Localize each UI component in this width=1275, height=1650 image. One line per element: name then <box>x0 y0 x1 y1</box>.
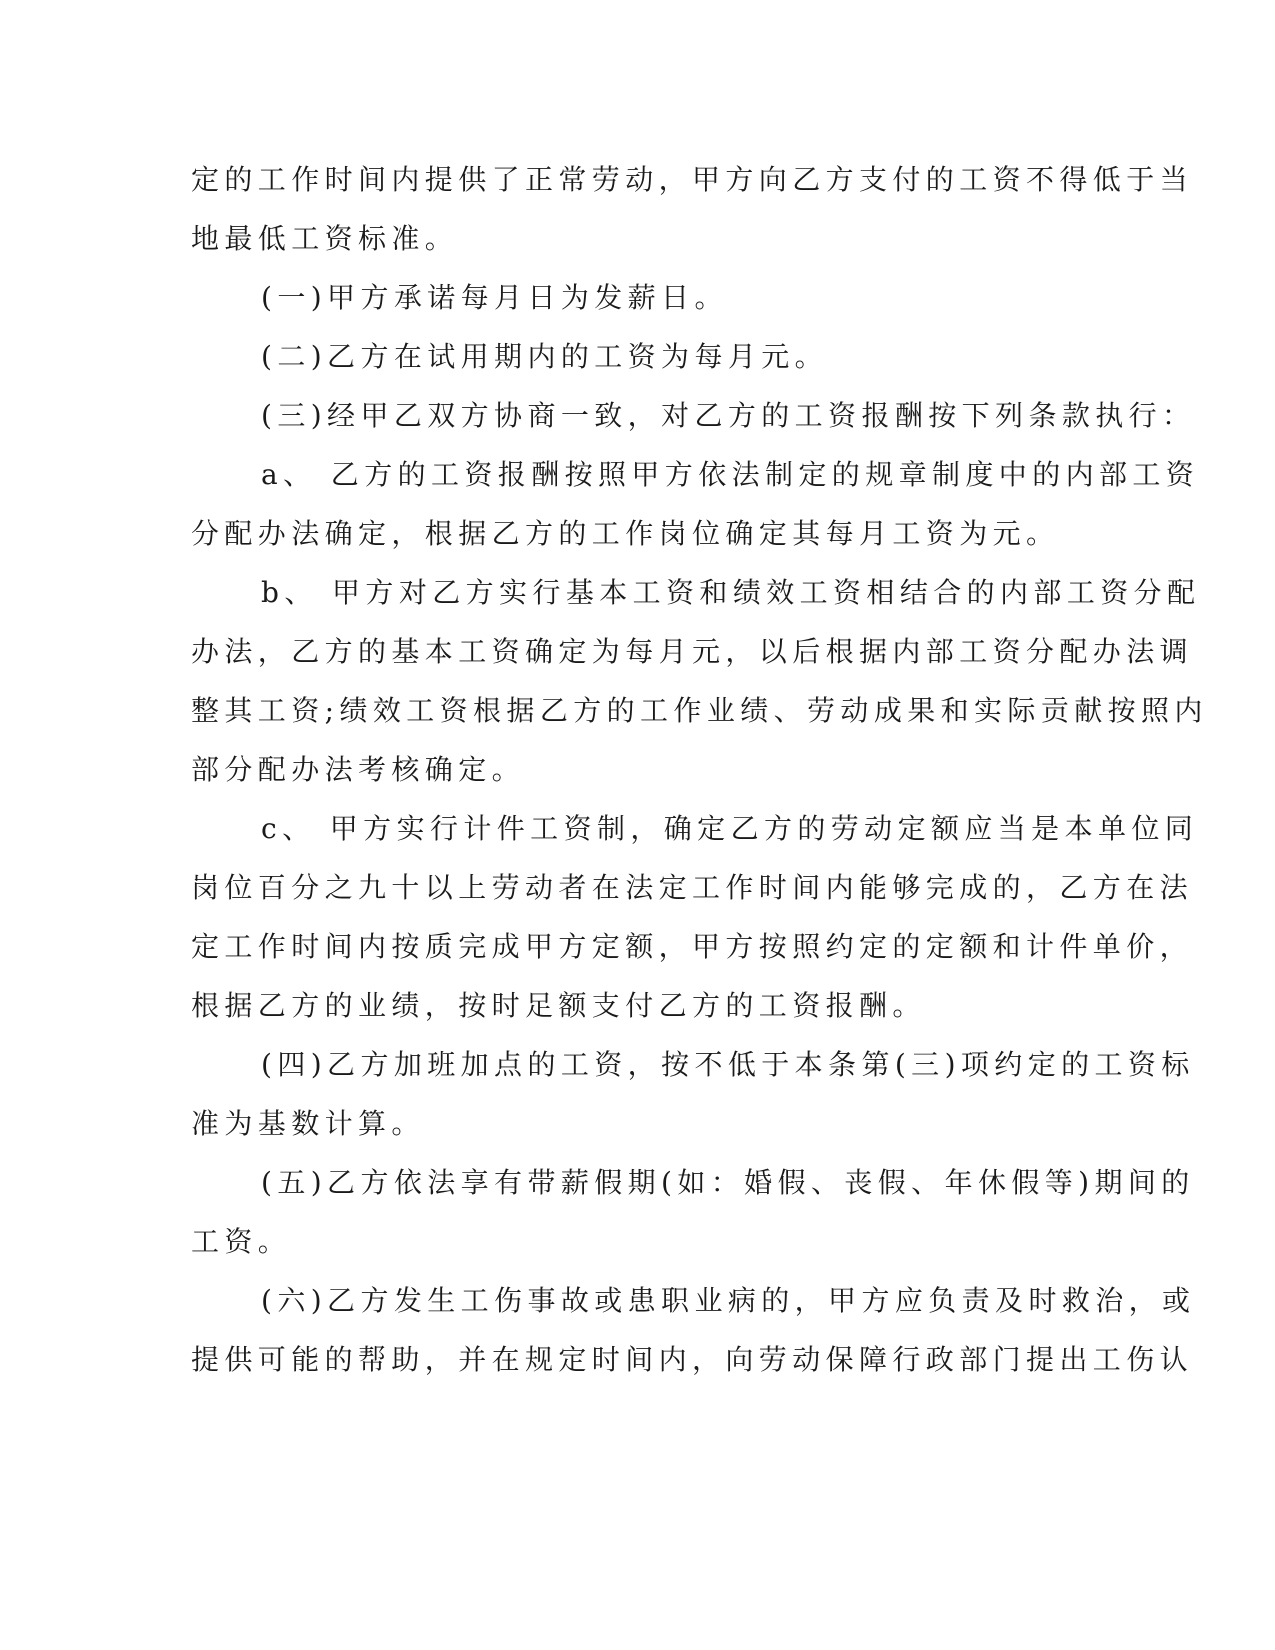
text-line: 办法，乙方的基本工资确定为每月元，以后根据内部工资分配办法调 <box>191 635 1194 668</box>
text-line: 提供可能的帮助，并在规定时间内，向劳动保障行政部门提出工伤认 <box>191 1343 1194 1376</box>
clause-2: (二)乙方在试用期内的工资为每月元。 <box>261 340 829 373</box>
text-line: 地最低工资标准。 <box>191 222 459 255</box>
sub-clause-a: a、 乙方的工资报酬按照甲方依法制定的规章制度中的内部工资 <box>261 458 1200 491</box>
text-line: 定的工作时间内提供了正常劳动，甲方向乙方支付的工资不得低于当 <box>191 163 1194 196</box>
text-line: 根据乙方的业绩，按时足额支付乙方的工资报酬。 <box>191 989 926 1022</box>
text-line: 准为基数计算。 <box>191 1107 425 1140</box>
text-line: 定工作时间内按质完成甲方定额，甲方按照约定的定额和计件单价， <box>191 930 1194 963</box>
sub-clause-b: b、 甲方对乙方实行基本工资和绩效工资相结合的内部工资分配 <box>261 576 1201 609</box>
clause-5: (五)乙方依法享有带薪假期(如：婚假、丧假、年休假等)期间的 <box>261 1166 1195 1199</box>
clause-4: (四)乙方加班加点的工资，按不低于本条第(三)项约定的工资标 <box>261 1048 1195 1081</box>
clause-6: (六)乙方发生工伤事故或患职业病的，甲方应负责及时救治，或 <box>261 1284 1196 1317</box>
sub-clause-c: c、 甲方实行计件工资制，确定乙方的劳动定额应当是本单位同 <box>261 812 1199 845</box>
text-line: 整其工资;绩效工资根据乙方的工作业绩、劳动成果和实际贡献按照内 <box>191 694 1208 727</box>
text-line: 分配办法确定，根据乙方的工作岗位确定其每月工资为元。 <box>191 517 1060 550</box>
text-line: 岗位百分之九十以上劳动者在法定工作时间内能够完成的，乙方在法 <box>191 871 1194 904</box>
text-line: 部分配办法考核确定。 <box>191 753 526 786</box>
clause-1: (一)甲方承诺每月日为发薪日。 <box>261 281 728 314</box>
text-line: 工资。 <box>191 1225 292 1258</box>
clause-3: (三)经甲乙双方协商一致，对乙方的工资报酬按下列条款执行： <box>261 399 1196 432</box>
